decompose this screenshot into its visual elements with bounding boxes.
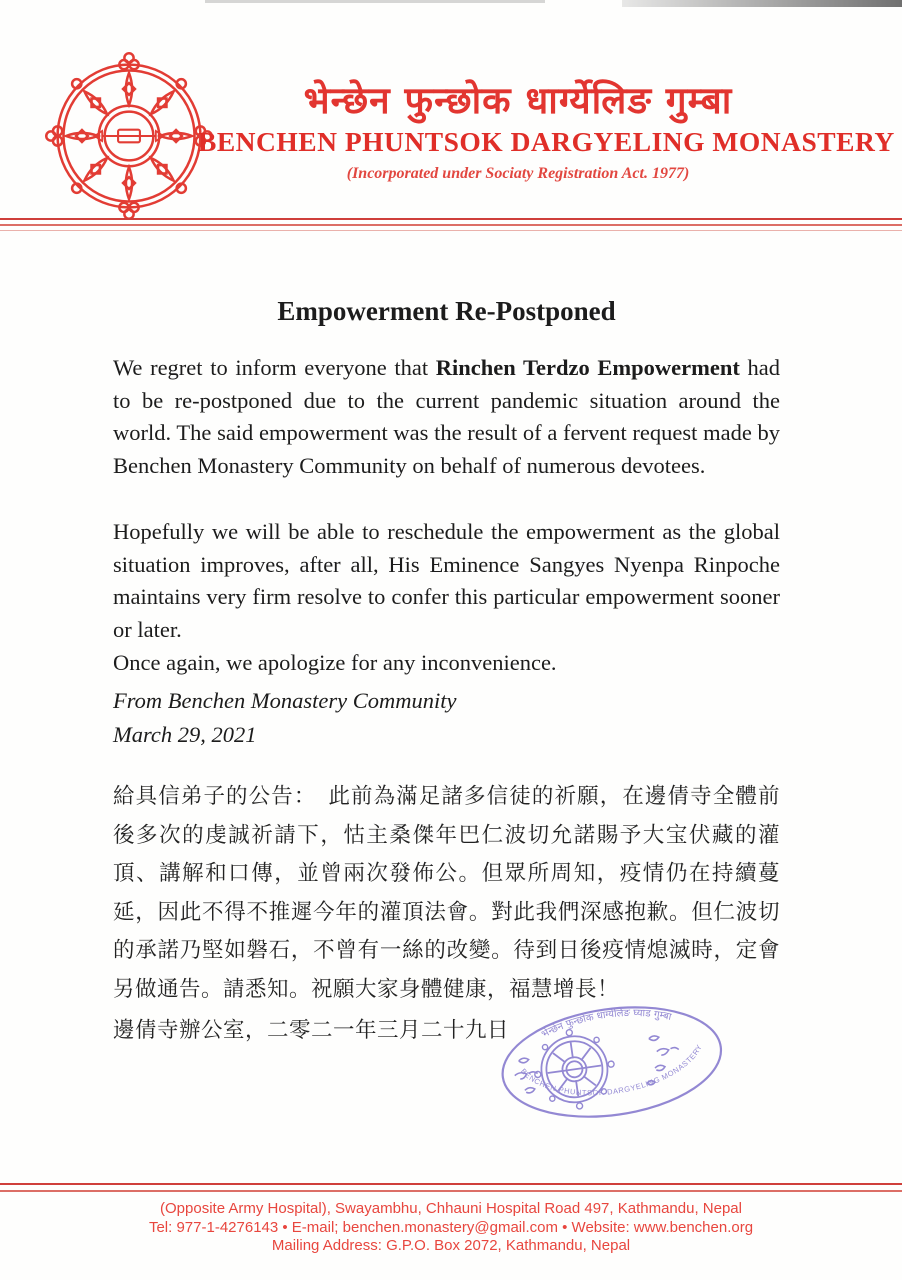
scan-artifact [205, 0, 545, 3]
footer-divider [0, 1183, 902, 1185]
devanagari-title: भेन्छेन फुन्छोक धार्ग्येलिङ गुम्बा [303, 79, 733, 122]
letter-title: Empowerment Re-Postponed [277, 296, 616, 326]
scan-artifact [622, 0, 902, 7]
signature-line: From Benchen Monastery Community [113, 688, 457, 713]
footer-divider [0, 1190, 902, 1192]
paragraph-1-text: We regret to inform everyone that [113, 355, 436, 380]
stamp-top-text: भेन्छेन फुन्छोक धार्ग्येलिङ घ्याड गुम्बा [539, 1007, 673, 1041]
header-divider [0, 224, 902, 226]
monastery-name: BENCHEN PHUNTSOK DARGYELING MONASTERY [198, 126, 895, 158]
date-line: March 29, 2021 [113, 722, 257, 747]
paragraph-3: Once again, we apologize for any inconvenience. [113, 650, 557, 675]
registration-subtitle: (Incorporated under Sociaty Registration Act. 1977) [346, 165, 690, 183]
paragraph-1 [113, 352, 780, 482]
chinese-office-date: 邊倩寺辦公室，二零二一年三月二十九日 [113, 1018, 510, 1043]
header-divider [0, 230, 902, 231]
chinese-announcement: 給具信弟子的公告： 此前為滿足諸多信徒的祈願，在邊倩寺全體前後多次的虔誠祈請下，怙主桑傑年巴仁波切允諾賜予大宝伏藏的灌頂、講解和口傳，並曾兩次發佈公。但眾所周知，疫情仍在持續蔓延，因此不得不推遲今年的灌頂法會。對此我們深感抱歉。但仁波切的承諾乃堅如磐石，不曾有一絲的改變。待到日後疫情熄滅時，定會另做通告。請悉知。祝願大家身體健康，福慧增長！ [113, 784, 780, 1002]
paragraph-1-text: had to be re-postponed due to the current pandemic situation around the world. The said empowerment was the result of a fervent request made by Benchen Monastery Community on behalf of numerous devotees. [113, 355, 780, 478]
footer-contact: Tel: 977-1-4276143 • E-mail; benchen.monastery@gmail.com • Website: www.benchen.org [148, 1218, 754, 1236]
footer-address: (Opposite Army Hospital), Swayambhu, Chhauni Hospital Road 497, Kathmandu, Nepal [160, 1200, 742, 1217]
letterhead [198, 78, 895, 183]
paragraph-2: Hopefully we will be able to reschedule the empowerment as the global situation improves, after all, His Eminence Sangyes Nyenpa Rinpoche maintains very firm resolve to confer this particular empowerment sooner or later. [113, 519, 780, 642]
header-divider [0, 218, 902, 220]
footer-mailing: Mailing Address: G.P.O. Box 2072, Kathmandu, Nepal [271, 1237, 631, 1254]
dharma-wheel-logo [40, 52, 218, 220]
paragraph-1-bold: Rinchen Terdzo Empowerment [435, 355, 740, 380]
stamp-bottom-text: BENCHEN PHUNTSOK DARGYELING MONASTERY [518, 1042, 705, 1098]
